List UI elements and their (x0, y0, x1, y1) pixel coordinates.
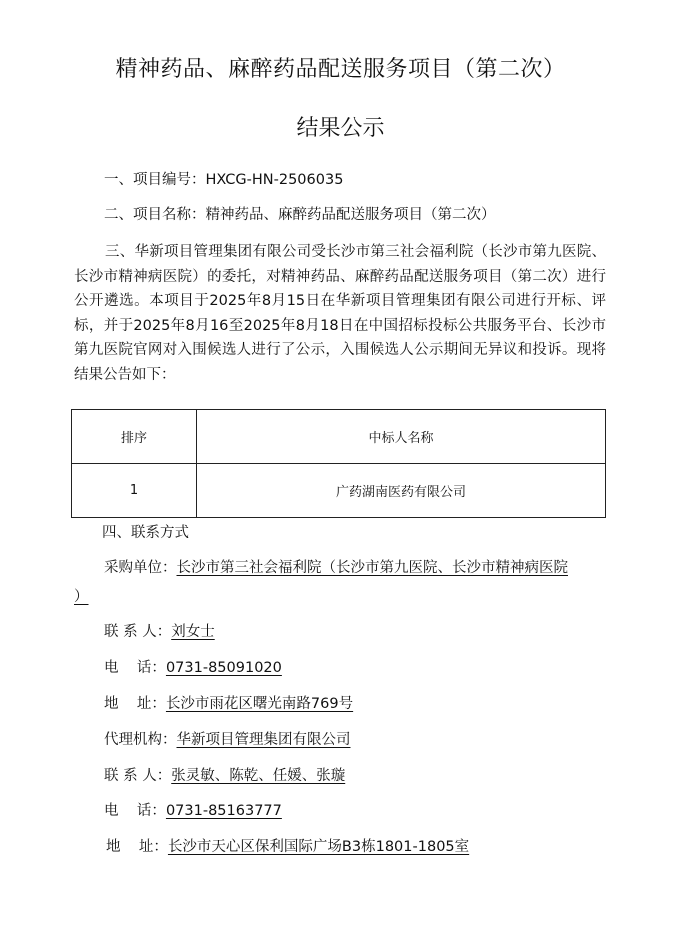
announcement-paragraph: 三、华新项目管理集团有限公司受长沙市第三社会福利院（长沙市第九医院、长沙市精神病医院）的委托，对精神药品、麻醉药品配送服务项目（第二次）进行公开遴选。本项目于2025年8月15日在华新项目管理集团有限公司进行开标、评标，并于2025年8月16至2025年8月18日在中国招标投标公共服务平台、长沙市第九医院官网对入围候选人进行了公示，入围候选人公示期间无异议和投诉。现将结果公告如下： (74, 244, 606, 383)
purchaser-contact-line (104, 622, 215, 642)
agency-address-line (106, 837, 469, 857)
purchaser-phone-value: 0731-85091020 (165, 660, 282, 676)
agency-address-label: 地 址： (106, 839, 168, 855)
contact-heading: 四、联系方式 (102, 525, 189, 541)
purchaser-line-cont (74, 587, 89, 607)
agency-phone-value: 0731-85163777 (165, 803, 282, 819)
purchaser-address-label: 地 址： (104, 696, 166, 712)
table-cell-winner: 广药湖南医药有限公司 (197, 464, 606, 518)
purchaser-phone-label: 电 话： (104, 660, 166, 676)
table-header-row (72, 410, 606, 464)
purchaser-address-value: 长沙市雨花区曙光南路769号 (165, 696, 354, 712)
agency-phone-line (104, 801, 282, 821)
agency-line (104, 730, 351, 750)
purchaser-line (104, 558, 568, 578)
table-cell-rank: 1 (72, 464, 197, 518)
result-table (71, 409, 606, 518)
agency-phone-label: 电 话： (104, 803, 166, 819)
purchaser-contact-value: 刘女士 (171, 624, 215, 640)
purchaser-label: 采购单位： (104, 560, 177, 576)
agency-contact-label: 联 系 人： (104, 768, 172, 784)
agency-address-value: 长沙市天心区保利国际广场B3栋1801-1805室 (167, 839, 470, 855)
table-header-winner: 中标人名称 (197, 410, 606, 464)
purchaser-contact-label: 联 系 人： (104, 624, 172, 640)
agency-contact-line (104, 766, 345, 786)
project-number-line (104, 170, 343, 190)
agency-value: 华新项目管理集团有限公司 (176, 732, 351, 748)
table-row (72, 464, 606, 518)
purchaser-address-line (104, 694, 353, 714)
project-number-value: HXCG-HN-2506035 (205, 172, 344, 188)
project-name-label: 二、项目名称： (104, 207, 206, 223)
project-number-label: 一、项目编号： (104, 172, 206, 188)
table-header-rank: 排序 (72, 410, 197, 464)
document-subtitle: 结果公示 (296, 116, 385, 141)
purchaser-value-cont: ） (74, 589, 89, 605)
document-title: 精神药品、麻醉药品配送服务项目（第二次） (115, 57, 566, 82)
agency-contact-value: 张灵敏、陈乾、任媛、张璇 (171, 768, 346, 784)
agency-label: 代理机构： (104, 732, 177, 748)
purchaser-value: 长沙市第三社会福利院（长沙市第九医院、长沙市精神病医院 (176, 560, 568, 576)
project-name-line (104, 205, 496, 225)
project-name-value: 精神药品、麻醉药品配送服务项目（第二次） (205, 207, 496, 223)
purchaser-phone-line (104, 658, 282, 678)
